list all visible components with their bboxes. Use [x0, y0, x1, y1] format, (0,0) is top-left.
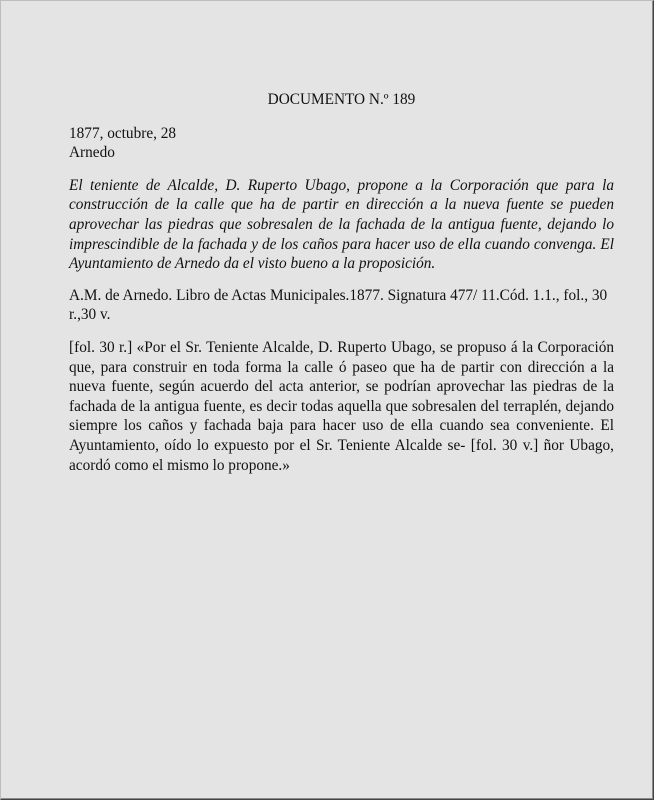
document-transcription: [fol. 30 r.] «Por el Sr. Teniente Alcalde, D. Ruperto Ubago, se propuso á la Corporación que, para construir en toda forma la calle ó paseo que ha de partir con dirección a la nueva fuente, según acuerdo del acta anterior, se podrían aprovechar las piedras de la fachada de la antigua fuente, es decir todas aquella que sobresalen del terraplén, dejando siempre los caños y fachada baja para hacer uso de ella cuando sea conveniente. El Ayuntamiento, oído lo expuesto por el Sr. Teniente Alcalde se- [fol. 30 v.] ñor Ubago, acordó como el mismo lo propone.» [69, 338, 614, 474]
document-content [69, 90, 614, 475]
document-title: DOCUMENTO N.º 189 [267, 91, 416, 108]
document-place: Arnedo [69, 144, 115, 162]
archival-source: A.M. de Arnedo. Libro de Actas Municipales.1877. Signatura 477/ 11.Cód. 1.1., fol., 30 r.,30 v. [69, 286, 608, 324]
date-place-block [69, 124, 614, 163]
document-summary: El teniente de Alcalde, D. Ruperto Ubago, propone a la Corporación que para la construcción de la calle que ha de partir en dirección a la nueva fuente se pueden aprovechar las piedras que sobresalen de la fachada de la antigua fuente, dejando lo imprescindible de la fachada y de los caños para hacer uso de ella cuando convenga. El Ayuntamiento de Arnedo da el visto bueno a la proposición. [69, 176, 614, 273]
document-date: 1877, octubre, 28 [69, 124, 177, 142]
